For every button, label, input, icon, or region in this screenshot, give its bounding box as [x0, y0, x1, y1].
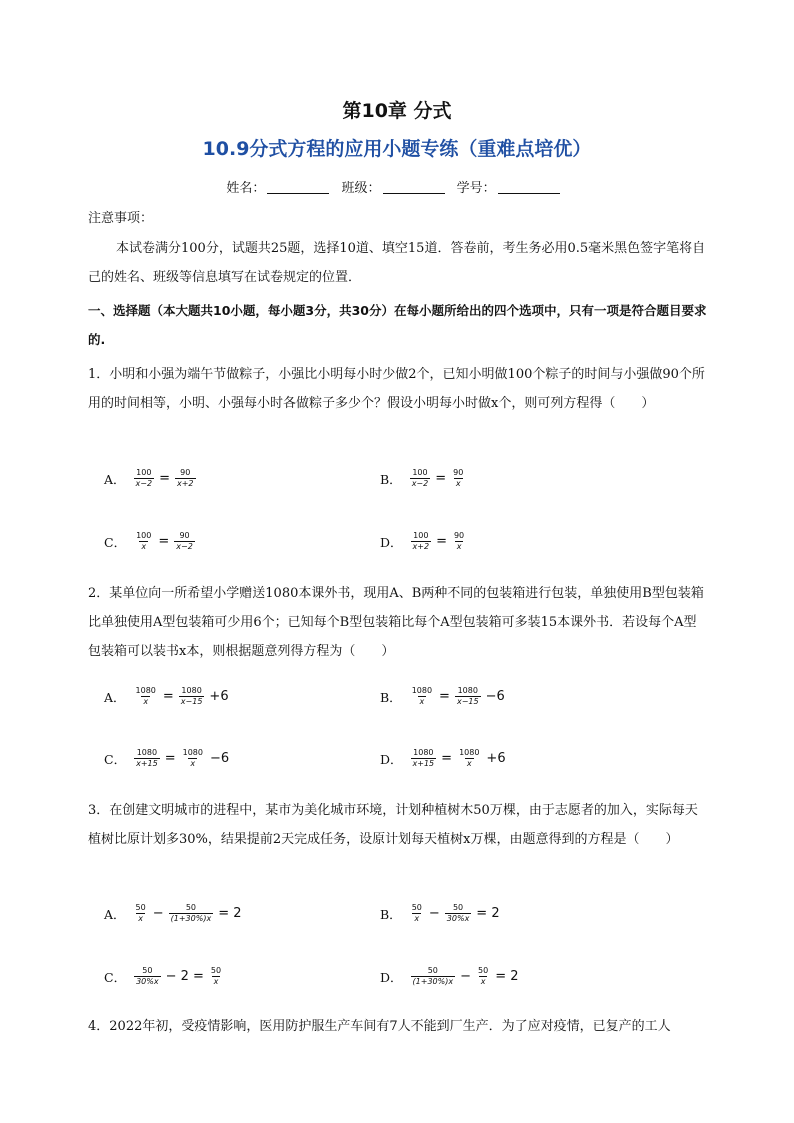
- q1-option-c[interactable]: [104, 531, 197, 552]
- fraction-numerator: 50: [185, 903, 196, 912]
- fraction: [179, 686, 205, 707]
- q2-option-c[interactable]: [104, 748, 232, 769]
- notes-body: 本试卷满分100分，试题共25题，选择10道、填空15道．答卷前，考生务必用0.5毫米黑色签字笔将自己的姓名、班级等信息填写在试卷规定的位置．: [88, 241, 706, 285]
- fraction: [134, 686, 158, 707]
- option-label: A．: [104, 689, 126, 705]
- section-subtitle: 10.9分式方程的应用小题专练（重难点培优）: [202, 138, 592, 160]
- fraction-denominator: x+15: [412, 759, 435, 768]
- name-label: 姓名：: [226, 181, 266, 196]
- fraction: [410, 468, 431, 489]
- option-label: C．: [104, 534, 127, 550]
- q2-option-a[interactable]: [104, 686, 232, 707]
- fraction-numerator: 1080: [181, 686, 202, 695]
- fraction-numerator: 90: [453, 468, 464, 477]
- fraction: [209, 966, 223, 987]
- fraction: [455, 686, 481, 707]
- fraction-numerator: 1080: [135, 686, 156, 695]
- fraction-numerator: 100: [136, 468, 152, 477]
- notes-title: 注意事项：: [88, 211, 154, 226]
- fraction-numerator: 50: [210, 966, 222, 975]
- fraction-denominator: x+2: [412, 542, 430, 551]
- student-info: [0, 177, 794, 196]
- fraction: [169, 903, 214, 924]
- fraction: [452, 531, 466, 552]
- fraction-denominator: x+15: [136, 759, 158, 768]
- formula-operator: =: [159, 471, 170, 486]
- fraction-numerator: 90: [180, 468, 191, 477]
- fraction-numerator: 1080: [136, 748, 158, 757]
- formula-operator: =: [441, 751, 453, 766]
- section-heading: 一、选择题（本大题共10小题，每小题3分，共30分）在每小题所给出的四个选项中，只有一项是符合题目要求的.: [88, 303, 707, 347]
- formula-operator: =: [164, 751, 176, 766]
- option-label: B．: [380, 471, 402, 487]
- fraction: [476, 966, 490, 987]
- formula-operator: =: [162, 689, 174, 704]
- fraction: [175, 468, 196, 489]
- question-3-stem: 3．在创建文明城市的进程中，某市为美化城市环境，计划种植树木50万棵，由于志愿者的加入，实际每天植树比原计划多30%，结果提前2天完成任务，设原计划每天植树x万棵，由题意得到的方程是（ ）: [88, 803, 698, 847]
- fraction-denominator: x: [190, 759, 196, 768]
- fraction-denominator: x: [455, 479, 461, 488]
- question-4-stem: 4．2022年初，受疫情影响，医用防护服生产车间有7人不能到厂生产．为了应对疫情，已复产的工人: [88, 1019, 671, 1034]
- fraction: [411, 748, 437, 769]
- question-2-stem: 2．某单位向一所希望小学赠送1080本课外书，现用A、B两种不同的包装箱进行包装，单独使用B型包装箱比单独使用A型包装箱可少用6个；已知每个B型包装箱比每个A型包装箱可多装15本课外书．若设每个A型包装箱可以装书x本，则根据题意列得方程为（ ）: [88, 586, 704, 659]
- option-label: B．: [380, 906, 402, 922]
- fraction-denominator: 30%x: [136, 977, 159, 986]
- fraction: [451, 468, 465, 489]
- fraction-denominator: x: [456, 542, 462, 551]
- formula-operator: +6: [209, 689, 229, 704]
- formula-operator: −6: [485, 689, 505, 704]
- fraction-denominator: x: [138, 914, 143, 923]
- formula-operator: = 2: [476, 906, 500, 921]
- q3-option-b[interactable]: [380, 903, 503, 924]
- option-label: A．: [104, 906, 126, 922]
- option-label: C．: [104, 969, 127, 985]
- fraction-denominator: (1+30%)x: [412, 977, 454, 986]
- formula-operator: =: [439, 689, 450, 704]
- fraction-denominator: x: [141, 542, 147, 551]
- formula-operator: −6: [209, 751, 230, 766]
- class-label: 班级：: [341, 181, 381, 196]
- class-blank[interactable]: [383, 179, 445, 194]
- id-label: 学号：: [456, 181, 496, 196]
- fraction-denominator: x: [480, 977, 486, 986]
- fraction-denominator: x−15: [456, 697, 479, 706]
- fraction: [411, 966, 456, 987]
- fraction: [457, 748, 481, 769]
- fraction: [134, 468, 155, 489]
- fraction-numerator: 50: [411, 903, 422, 912]
- question-1-stem: 1．小明和小强为端午节做粽子，小强比小明每小时少做2个，已知小明做100个粽子的时间与小强做90个所用的时间相等，小明、小强每小时各做粽子多少个？假设小明每小时做x个，则可列方程得（ ）: [88, 367, 705, 411]
- fraction-denominator: x−2: [176, 542, 193, 551]
- formula-operator: −: [152, 906, 164, 921]
- q1-option-b[interactable]: [380, 468, 467, 489]
- chapter-title: 第10章 分式: [342, 100, 452, 122]
- fraction-numerator: 1080: [457, 686, 478, 695]
- fraction-numerator: 1080: [182, 748, 203, 757]
- formula-operator: −: [428, 906, 440, 921]
- option-label: C．: [104, 751, 127, 767]
- formula-operator: = 2: [218, 906, 242, 921]
- formula-operator: +6: [486, 751, 506, 766]
- formula-operator: =: [436, 534, 447, 549]
- id-blank[interactable]: [498, 179, 560, 194]
- fraction-denominator: 30%x: [446, 914, 470, 923]
- fraction-denominator: x: [143, 697, 149, 706]
- q2-option-d[interactable]: [380, 748, 509, 769]
- formula-operator: =: [435, 471, 447, 486]
- q3-option-c[interactable]: [104, 966, 225, 987]
- formula-operator: −: [460, 969, 471, 984]
- fraction: [411, 531, 432, 552]
- fraction-denominator: x+2: [176, 479, 194, 488]
- fraction: [181, 748, 205, 769]
- fraction-numerator: 100: [136, 531, 152, 540]
- formula-operator: − 2 =: [165, 969, 204, 984]
- name-blank[interactable]: [267, 179, 329, 194]
- option-label: A．: [104, 471, 126, 487]
- fraction: [410, 686, 434, 707]
- fraction-denominator: x−2: [135, 479, 153, 488]
- fraction-denominator: x: [466, 759, 472, 768]
- fraction-denominator: x: [213, 977, 219, 986]
- formula-operator: =: [158, 534, 170, 549]
- fraction-denominator: x: [414, 914, 420, 923]
- option-label: D．: [380, 969, 403, 985]
- fraction-denominator: (1+30%)x: [170, 914, 212, 923]
- fraction-numerator: 50: [478, 966, 489, 975]
- option-label: B．: [380, 689, 402, 705]
- fraction-numerator: 1080: [411, 686, 433, 695]
- q2-option-b[interactable]: [380, 686, 508, 707]
- fraction-numerator: 50: [452, 903, 464, 912]
- fraction: [410, 903, 424, 924]
- fraction-denominator: x−2: [411, 479, 429, 488]
- q1-option-a[interactable]: [104, 468, 198, 489]
- fraction: [134, 966, 161, 987]
- fraction: [445, 903, 472, 924]
- q1-option-d[interactable]: [380, 531, 468, 552]
- option-label: D．: [380, 534, 403, 550]
- fraction-numerator: 50: [427, 966, 438, 975]
- fraction-numerator: 100: [413, 531, 429, 540]
- q3-option-d[interactable]: [380, 966, 521, 987]
- fraction-numerator: 1080: [413, 748, 434, 757]
- fraction-numerator: 50: [135, 903, 146, 912]
- fraction: [134, 903, 148, 924]
- q3-option-a[interactable]: [104, 903, 244, 924]
- fraction-numerator: 100: [412, 468, 428, 477]
- fraction-denominator: x: [419, 697, 425, 706]
- fraction-numerator: 1080: [459, 748, 480, 757]
- fraction-numerator: 50: [142, 966, 153, 975]
- fraction: [134, 748, 160, 769]
- formula-operator: = 2: [495, 969, 519, 984]
- option-label: D．: [380, 751, 403, 767]
- fraction: [174, 531, 195, 552]
- fraction: [134, 531, 153, 552]
- fraction-numerator: 90: [179, 531, 190, 540]
- fraction-denominator: x−15: [180, 697, 203, 706]
- fraction-numerator: 90: [453, 531, 465, 540]
